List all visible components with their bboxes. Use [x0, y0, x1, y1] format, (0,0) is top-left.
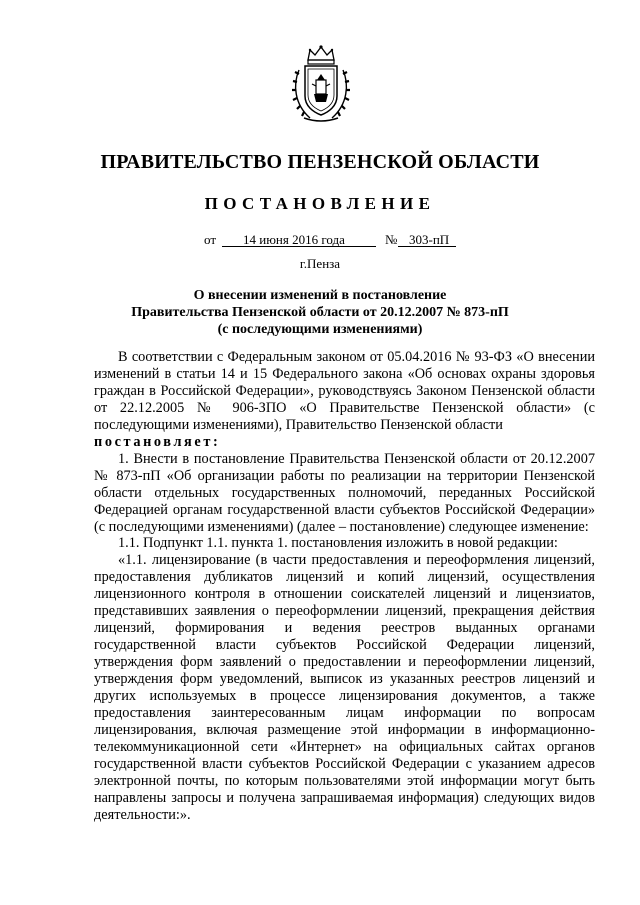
- document-title: [0, 287, 640, 338]
- document-type: ПОСТАНОВЛЕНИЕ: [204, 194, 436, 213]
- document-number: 303-пП: [409, 232, 450, 247]
- title-line: Правительства Пензенской области от 20.12.2007 № 873-пП: [131, 305, 509, 320]
- body-paragraph: 1. Внести в постановление Правительства Пензенской области от 20.12.2007 № 873-пП «Об организации работы по реализации на территории Пензенской области отдельных государственных полномочий, переданных Российской Федерацией органам государственной власти субъектов Российской Федерации» (с последующими изменениями) (далее – постановление) следующее изменение:: [94, 450, 595, 535]
- city-name: г.Пенза: [299, 256, 341, 271]
- coat-of-arms-emblem-icon: [290, 44, 352, 124]
- body-paragraph: В соответствии с Федеральным законом от 05.04.2016 № 93-ФЗ «О внесении изменений в статьи 14 и 15 Федерального закона «Об основах охраны здоровья граждан в Российской Федерации», руководствуясь Законом Пензенской области от 22.12.2005 № 906-ЗПО «О Правительстве Пензенской области» (с последующими изменениями), Правительство Пензенской области: [94, 349, 595, 433]
- body-paragraph: 1.1. Подпункт 1.1. пункта 1. постановления изложить в новой редакции:: [118, 535, 558, 552]
- title-line: О внесении изменений в постановление: [193, 288, 447, 303]
- decree-line: [94, 434, 595, 451]
- document-date: 14 июня 2016 года: [243, 232, 345, 247]
- organization-name: ПРАВИТЕЛЬСТВО ПЕНЗЕНСКОЙ ОБЛАСТИ: [100, 151, 540, 173]
- document-body: [94, 349, 595, 824]
- date-number-line: [0, 232, 640, 252]
- decree-word: постановляет:: [94, 433, 221, 450]
- body-paragraph: «1.1. лицензирование (в части предоставления и переоформления лицензий, предоставления дубликатов лицензий и копий лицензий, осуществления лицензионного контроля в отношении соискателей лицензий и лицензиатов, представивших заявления о переоформлении лицензий, прекращения действия лицензий, формирования и ведения реестров выданных органами государственной власти субъектов Российской Федерации лицензий, утверждения форм заявлений о предоставлении и переоформлении лицензий, утверждения форм уведомлений, выписок из указанных реестров лицензий и других используемых в процессе лицензирования документов, а также предоставления заинтересованным лицам информации по вопросам лицензирования, включая размещение этой информации в информационно-телекоммуникационной сети «Интернет» на официальных сайтах органов государственной власти субъектов Российской Федерации с указанием адресов электронной почты, по которым пользователями этой информации могут быть направлены запросы и получена запрашиваемая информация) следующих видов деятельности:».: [94, 552, 595, 823]
- title-line: (с последующими изменениями): [217, 322, 423, 337]
- date-prefix: от: [204, 232, 217, 247]
- number-prefix: №: [385, 232, 398, 247]
